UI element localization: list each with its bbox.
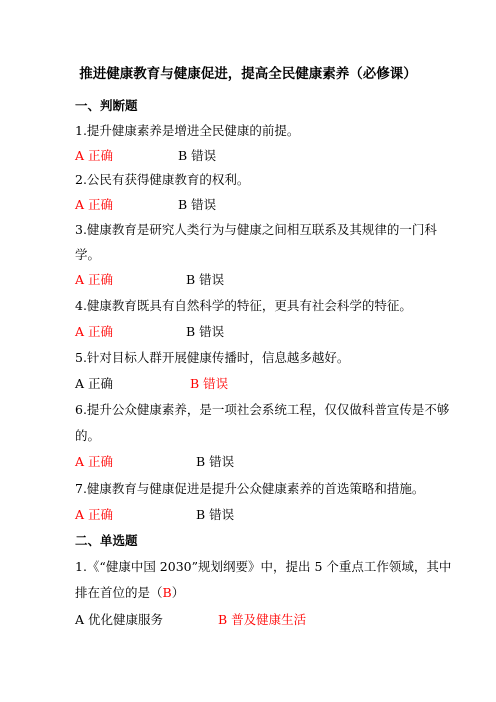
option-b: B 错误: [178, 148, 217, 163]
question-3: 3.健康教育是研究人类行为与健康之间相互联系及其规律的一门科: [75, 222, 437, 237]
question-2: 2.公民有获得健康教育的权利。: [75, 172, 250, 187]
document-title: 推进健康教育与健康促进，提高全民健康素养（必修课）: [79, 66, 417, 82]
mc-question-1-answer: B: [162, 585, 172, 600]
option-a: A 正确: [75, 507, 114, 522]
option-b: B 错误: [196, 507, 235, 522]
question-4: 4.健康教育既具有自然科学的特征，更具有社会科学的特征。: [75, 298, 412, 313]
mc-question-1-prefix: 排在首位的是（: [75, 585, 163, 600]
option-a: A 正确: [75, 454, 114, 469]
option-a: A 正确: [75, 148, 114, 163]
section-heading-true-false: 一、判断题: [75, 98, 138, 113]
question-6: 6.提升公众健康素养，是一项社会系统工程，仅仅做科普宣传是不够: [75, 402, 450, 417]
mc-question-1-continued: [75, 585, 184, 600]
question-5: 5.针对目标人群开展健康传播时，信息越多越好。: [75, 350, 350, 365]
question-3-continued: 学。: [75, 247, 101, 262]
option-b: B 错误: [186, 324, 225, 339]
option-b: B 错误: [178, 197, 217, 212]
option-b: B 普及健康生活: [218, 612, 307, 627]
section-heading-single-choice: 二、单选题: [75, 533, 138, 548]
option-a: A 正确: [75, 272, 114, 287]
option-a: A 正确: [75, 376, 114, 391]
question-1: 1.提升健康素养是增进全民健康的前提。: [75, 123, 300, 138]
option-b: B 错误: [186, 272, 225, 287]
option-b: B 错误: [196, 454, 235, 469]
option-a: A 优化健康服务: [75, 612, 164, 627]
option-b: B 错误: [190, 376, 229, 391]
option-a: A 正确: [75, 324, 114, 339]
mc-question-1-suffix: ）: [171, 585, 185, 600]
question-6-continued: 的。: [75, 428, 101, 443]
question-7: 7.健康教育与健康促进是提升公众健康素养的首选策略和措施。: [75, 481, 425, 496]
option-a: A 正确: [75, 197, 114, 212]
mc-question-1: 1.《“健康中国 2030”规划纲要》中，提出 5 个重点工作领域，其中: [75, 559, 452, 574]
